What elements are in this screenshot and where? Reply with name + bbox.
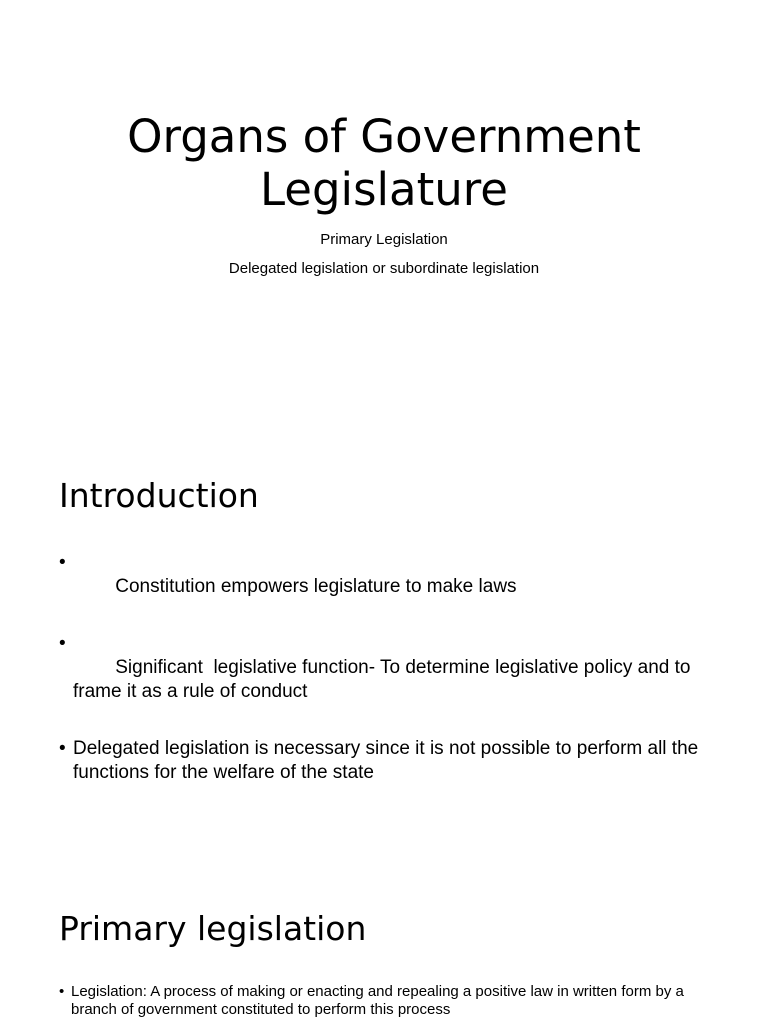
subtitle-line-2: Delegated legislation or subordinate legislation (228, 260, 540, 277)
section-title: Primary legislation (59, 909, 367, 948)
bullet-text: Delegated legislation is necessary since it is not possible to perform all the functions for the welfare of the state (73, 738, 699, 783)
subtitle-line-1: Primary Legislation (320, 231, 448, 248)
title-slide (0, 0, 768, 436)
title-line-1: Organs of Government (127, 110, 641, 163)
bullet-list (59, 551, 719, 794)
list-item (59, 737, 719, 785)
list-item (59, 551, 719, 623)
bullet-text: Legislation: A process of making or enacting and repealing a positive law in written form by a branch of government constituted to perform this process (71, 983, 684, 1018)
bullet-icon: • (59, 633, 66, 654)
section-title: Introduction (59, 476, 259, 515)
bullet-text: Significant legislative function- To determine legislative policy and to frame it as a rule of conduct (73, 657, 696, 702)
bullet-icon: • (59, 738, 66, 759)
list-item (59, 632, 719, 728)
title-line-2: Legislature (260, 163, 508, 216)
slide-subtitle (0, 229, 768, 287)
introduction-slide (0, 436, 768, 868)
slide-title (0, 110, 768, 216)
bullet-text: Constitution empowers legislature to make laws (104, 576, 517, 597)
primary-legislation-slide (0, 868, 768, 1024)
bullet-icon: • (59, 983, 65, 1000)
bullet-icon: • (59, 552, 66, 573)
list-item (59, 983, 719, 1019)
bullet-list (59, 983, 719, 1019)
